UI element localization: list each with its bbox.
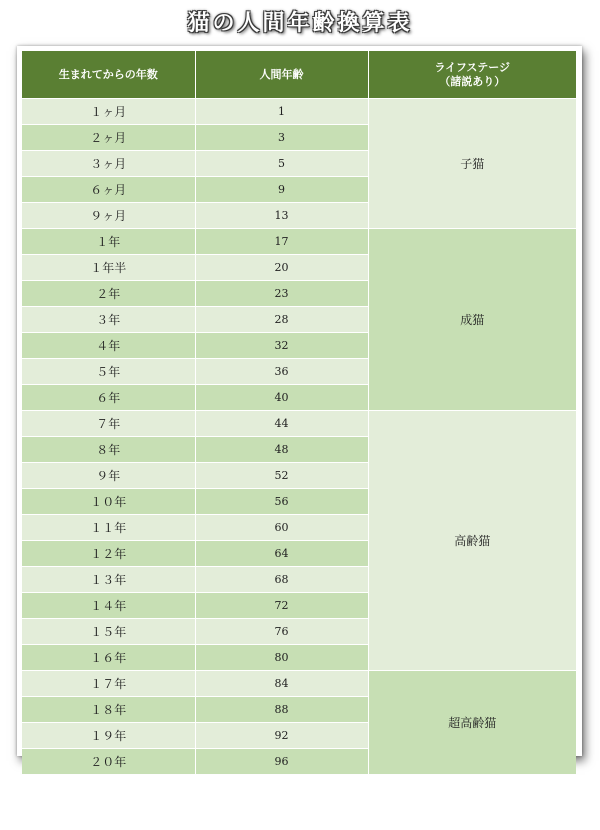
cell-human-age: 88 <box>195 697 368 723</box>
cell-human-age: 9 <box>195 177 368 203</box>
cell-cat-age: ２ヶ月 <box>22 125 195 151</box>
cell-cat-age: ５年 <box>22 359 195 385</box>
cell-life-stage: 子猫 <box>368 99 576 229</box>
cell-human-age: 80 <box>195 645 368 671</box>
cell-cat-age: １０年 <box>22 489 195 515</box>
age-conversion-table <box>22 51 576 774</box>
cell-human-age: 3 <box>195 125 368 151</box>
cell-human-age: 84 <box>195 671 368 697</box>
cell-cat-age: ８年 <box>22 437 195 463</box>
cell-human-age: 72 <box>195 593 368 619</box>
cell-cat-age: ７年 <box>22 411 195 437</box>
cell-human-age: 48 <box>195 437 368 463</box>
table-row <box>22 671 576 697</box>
cell-human-age: 1 <box>195 99 368 125</box>
table-row <box>22 229 576 255</box>
cell-cat-age: ９ヶ月 <box>22 203 195 229</box>
cell-human-age: 60 <box>195 515 368 541</box>
cell-human-age: 76 <box>195 619 368 645</box>
cell-human-age: 44 <box>195 411 368 437</box>
cell-human-age: 68 <box>195 567 368 593</box>
cell-cat-age: ９年 <box>22 463 195 489</box>
cell-cat-age: １４年 <box>22 593 195 619</box>
cell-human-age: 28 <box>195 307 368 333</box>
cell-cat-age: １２年 <box>22 541 195 567</box>
cell-human-age: 52 <box>195 463 368 489</box>
cell-cat-age: １９年 <box>22 723 195 749</box>
cell-cat-age: ６年 <box>22 385 195 411</box>
table-body <box>22 99 576 775</box>
cell-cat-age: １７年 <box>22 671 195 697</box>
cell-human-age: 92 <box>195 723 368 749</box>
cell-cat-age: １３年 <box>22 567 195 593</box>
cell-cat-age: １１年 <box>22 515 195 541</box>
cell-human-age: 40 <box>195 385 368 411</box>
cell-cat-age: １年半 <box>22 255 195 281</box>
table-card <box>17 46 582 769</box>
cell-cat-age: ２０年 <box>22 749 195 775</box>
header-human-age: 人間年齢 <box>195 51 368 99</box>
cell-life-stage: 成猫 <box>368 229 576 411</box>
cell-cat-age: １ヶ月 <box>22 99 195 125</box>
cell-human-age: 96 <box>195 749 368 775</box>
cell-human-age: 13 <box>195 203 368 229</box>
cell-life-stage: 高齢猫 <box>368 411 576 671</box>
cell-cat-age: １８年 <box>22 697 195 723</box>
cell-human-age: 56 <box>195 489 368 515</box>
cell-cat-age: ６ヶ月 <box>22 177 195 203</box>
cell-human-age: 64 <box>195 541 368 567</box>
table-row <box>22 411 576 437</box>
cell-human-age: 23 <box>195 281 368 307</box>
cell-cat-age: ４年 <box>22 333 195 359</box>
cell-cat-age: １年 <box>22 229 195 255</box>
page-title: 猫の人間年齢換算表 <box>187 10 413 36</box>
cell-human-age: 32 <box>195 333 368 359</box>
cell-cat-age: １５年 <box>22 619 195 645</box>
cell-life-stage: 超高齢猫 <box>368 671 576 775</box>
cell-human-age: 36 <box>195 359 368 385</box>
header-years-since-birth: 生まれてからの年数 <box>22 51 195 99</box>
cell-cat-age: ３ヶ月 <box>22 151 195 177</box>
cell-human-age: 20 <box>195 255 368 281</box>
cell-cat-age: ３年 <box>22 307 195 333</box>
cell-cat-age: ２年 <box>22 281 195 307</box>
cell-cat-age: １６年 <box>22 645 195 671</box>
cell-human-age: 17 <box>195 229 368 255</box>
table-header-row <box>22 51 576 99</box>
header-life-stage: ライフステージ （諸説あり） <box>368 51 576 99</box>
table-row <box>22 99 576 125</box>
cell-human-age: 5 <box>195 151 368 177</box>
